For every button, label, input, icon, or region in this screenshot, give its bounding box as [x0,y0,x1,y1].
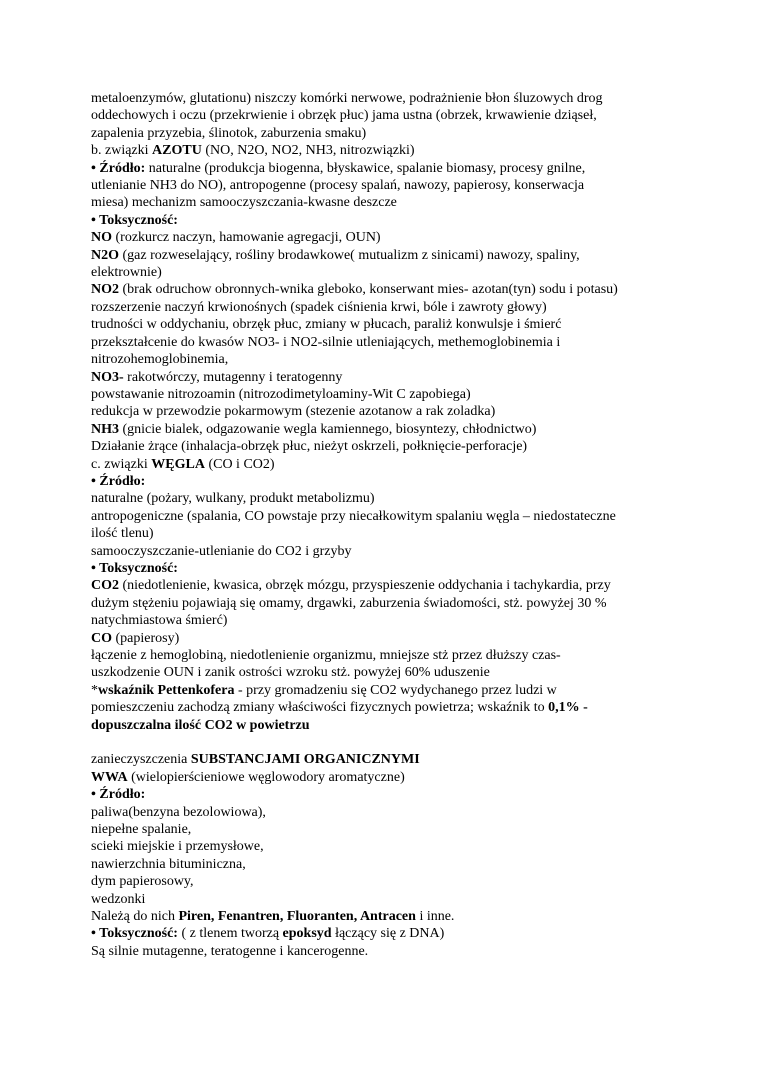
bold-text: • Toksyczność: [91,212,178,228]
text-segment: (niedotlenienie, kwasica, obrzęk mózgu, przyspieszenie oddychania i tachykardia, przy [119,578,611,594]
text-segment: powstawanie nitrozoamin (nitrozodimetyloaminy-Wit C zapobiega) [91,386,471,402]
text-segment: pomieszczeniu zachodzą zmiany właściwości fizycznych powietrza; wskaźnik to [91,700,549,716]
bold-text: 0,1% - [548,700,588,716]
bold-text: • Źródło: [91,473,146,489]
bold-text: NO [91,230,112,246]
text-line [91,769,691,786]
text-segment: nawierzchnia bituminiczna, [91,856,246,872]
text-line [91,543,691,560]
text-segment: Należą do nich [91,909,179,925]
text-line [91,786,691,803]
text-segment: zapalenia przyzebia, ślinotok, zaburzenia smaku) [91,125,367,141]
text-segment: redukcja w przewodzie pokarmowym (stezenie azotanow a rak zoladka) [91,404,496,420]
text-segment: ( z tlenem tworzą [177,926,283,942]
text-line [91,682,691,699]
text-line [91,194,691,211]
text-line [91,264,691,281]
text-line [91,125,691,142]
text-segment: scieki miejskie i przemysłowe, [91,839,264,855]
text-line [91,925,691,942]
text-segment: naturalne (produkcja biogenna, błyskawice, spalanie biomasy, procesy gnilne, [145,160,586,176]
text-segment: (gaz rozweselający, rośliny brodawkowe( mutualizm z sinicami) nawozy, spaliny, [119,247,580,263]
text-line [91,525,691,542]
text-segment: (NO, N2O, NO2, NH3, nitrozwiązki) [201,143,415,159]
text-line [91,943,691,960]
bold-text: • Źródło: [91,787,146,803]
bold-text: epoksyd [282,926,332,942]
text-segment: Są silnie mutagenne, teratogenne i kancerogenne. [91,943,369,959]
text-segment: nitrozohemoglobinemia, [91,352,229,368]
text-segment: natychmiastowa śmierć) [91,613,228,629]
text-segment: utlenianie NH3 do NO), antropogenne (procesy spalań, nawozy, papierosy, konserwacja [91,178,585,194]
text-line [91,316,691,333]
text-line [91,229,691,246]
text-segment: wedzonki [91,891,146,907]
text-line [91,873,691,890]
text-segment: samooczyszczanie-utlenianie do CO2 i grzyby [91,543,352,559]
text-line [91,438,691,455]
text-line [91,369,691,386]
bold-text: WĘGLA [151,456,205,472]
text-line [91,804,691,821]
text-segment: zanieczyszczenia [91,752,191,768]
text-line [91,577,691,594]
text-line [91,107,691,124]
text-line [91,490,691,507]
text-segment: miesa) mechanizm samooczyszczania-kwasne deszcze [91,195,397,211]
text-segment: łączący się z DNA) [331,926,445,942]
bold-text: CO2 [91,578,119,594]
text-line [91,473,691,490]
bold-text: • Toksyczność: [91,926,178,942]
text-segment: elektrownie) [91,265,162,281]
text-segment: (wielopierścieniowe węglowodory aromatyczne) [127,769,405,785]
text-segment: niepełne spalanie, [91,822,192,838]
text-segment: rakotwórczy, mutagenny i teratogenny [123,369,343,385]
bold-text: • Źródło: [91,160,146,176]
text-segment: ilość tlenu) [91,526,154,542]
text-line [91,856,691,873]
text-segment: naturalne (pożary, wulkany, produkt metabolizmu) [91,491,375,507]
text-line [91,647,691,664]
text-segment: rozszerzenie naczyń krwionośnych (spadek ciśnienia krwi, bóle i zawroty głowy) [91,299,547,315]
text-line [91,508,691,525]
text-segment: metaloenzymów, glutationu) niszczy komórki nerwowe, podrażnienie błon śluzowych drog [91,91,603,106]
text-line [91,351,691,368]
text-line [91,456,691,473]
text-line [91,908,691,925]
text-line [91,403,691,420]
text-segment: oddechowych i oczu (przekrwienie i obrzęk płuc) jama ustna (obrzek, krwawienie dziąseł, [91,108,597,124]
text-line [91,630,691,647]
text-line [91,299,691,316]
text-line [91,595,691,612]
text-segment: - przy gromadzeniu się CO2 wydychanego przez ludzi w [234,682,557,698]
text-line [91,612,691,629]
text-segment: (CO i CO2) [204,456,275,472]
text-segment: (gnicie bialek, odgazowanie wegla kamiennego, biosyntezy, chłodnictwo) [119,421,537,437]
text-segment: uszkodzenie OUN i zanik ostrości wzroku stż. powyżej 60% uduszenie [91,665,490,681]
text-segment: (papierosy) [112,630,180,646]
text-line [91,177,691,194]
text-segment: przekształcenie do kwasów NO3- i NO2-silnie utleniających, methemoglobinemia i [91,334,561,350]
text-line [91,386,691,403]
text-segment: trudności w oddychaniu, obrzęk płuc, zmiany w płucach, paraliż konwulsje i śmierć [91,317,562,333]
text-line [91,334,691,351]
text-segment: dużym stężeniu pojawiają się omamy, drgawki, zaburzenia świadomości, stż. powyżej 30 % [91,595,607,611]
document-page [91,90,691,960]
text-line [91,838,691,855]
bold-text: NO3- [91,369,124,385]
text-line [91,821,691,838]
text-line [91,247,691,264]
bold-text: SUBSTANCJAMI ORGANICZNYMI [190,752,420,768]
bold-text: AZOTU [152,143,202,159]
text-segment: b. związki [91,143,153,159]
bold-text: NO2 [91,282,119,298]
text-line [91,664,691,681]
text-line [91,421,691,438]
bold-text: NH3 [91,421,119,437]
text-line [91,142,691,159]
text-line [91,560,691,577]
text-segment: paliwa(benzyna bezolowiowa), [91,804,266,820]
bold-text: CO [91,630,112,646]
text-segment: antropogeniczne (spalania, CO powstaje przy niecałkowitym spalaniu węgla – niedostateczne [91,508,616,524]
text-segment: i inne. [415,909,455,925]
text-line [91,212,691,229]
bold-text: N2O [91,247,119,263]
bold-text: wskaźnik Pettenkofera [98,682,235,698]
text-segment: (rozkurcz naczyn, hamowanie agregacji, OUN) [112,230,381,246]
text-segment: c. związki [91,456,152,472]
bold-text: • Toksyczność: [91,560,178,576]
text-line [91,751,691,768]
text-line [91,717,691,734]
text-line [91,699,691,716]
blank-line [91,734,691,751]
bold-text: WWA [91,769,128,785]
text-segment: * [91,682,98,698]
text-line [91,90,691,107]
text-segment: dym papierosowy, [91,874,194,890]
text-segment: (brak odruchow obronnych-wnika gleboko, konserwant mies- azotan(tyn) sodu i potasu) [119,282,618,298]
text-segment: łączenie z hemoglobiną, niedotlenienie organizmu, mniejsze stż przez dłuższy czas- [91,648,561,663]
text-segment: Działanie żrące (inhalacja-obrzęk płuc, nieżyt oskrzeli, połknięcie-perforacje) [91,439,528,455]
bold-text: dopuszczalna ilość CO2 w powietrzu [91,717,310,733]
text-line [91,891,691,908]
text-line [91,160,691,177]
bold-text: Piren, Fenantren, Fluoranten, Antracen [178,909,416,925]
text-line [91,281,691,298]
